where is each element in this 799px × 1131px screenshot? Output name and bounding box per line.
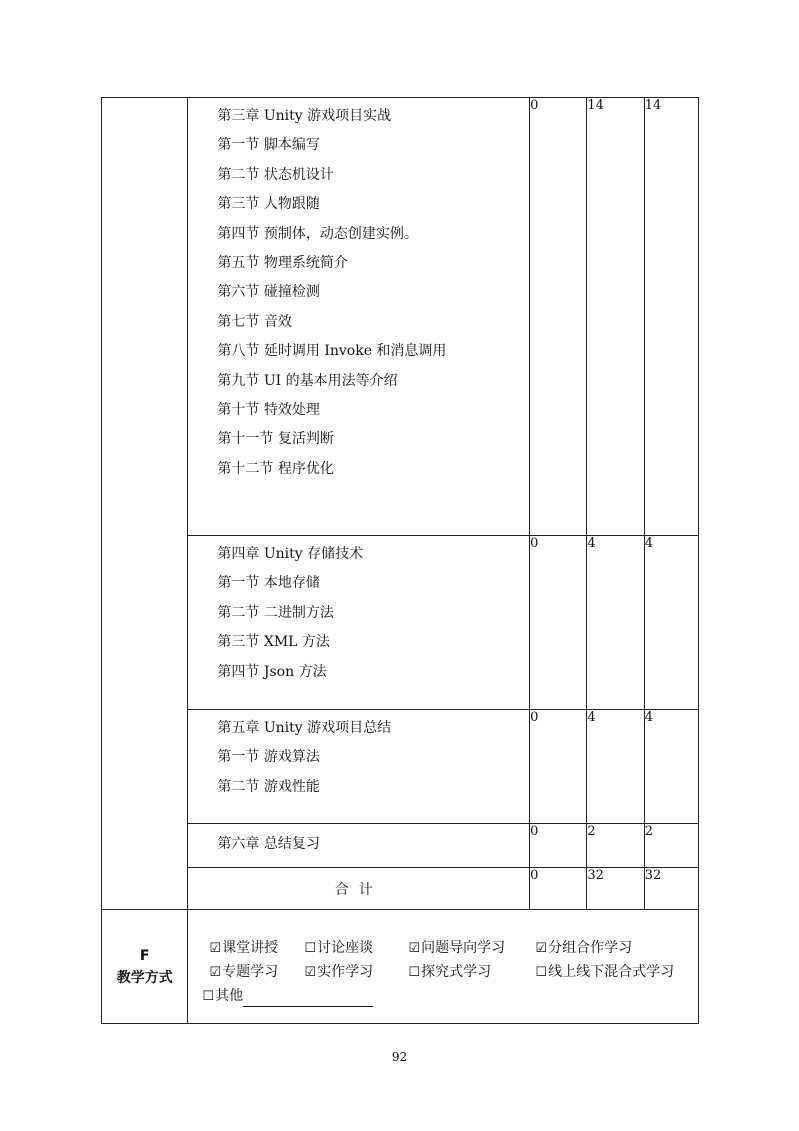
option-item[interactable] [209, 938, 278, 959]
option-label: 专题学习 [222, 964, 279, 980]
option-label: 线上线下混合式学习 [548, 964, 675, 980]
section-item: 第二节 状态机设计 [217, 166, 334, 183]
option-label: 讨论座谈 [317, 940, 374, 956]
checked-checkbox-icon[interactable]: ☑ [304, 965, 317, 980]
chapter-title: 第四章 Unity 存储技术 [217, 546, 364, 562]
checked-checkbox-icon[interactable]: ☑ [408, 941, 421, 956]
hours-c: 14 [644, 98, 698, 536]
option-label: 实作学习 [317, 964, 374, 980]
section-item: 第三节 XML 方法 [217, 634, 330, 651]
option-item[interactable] [408, 962, 491, 983]
teaching-methods-row [102, 910, 699, 1024]
chapter-row-5 [102, 710, 699, 824]
hours-c: 4 [644, 536, 698, 710]
option-item[interactable] [304, 938, 373, 959]
option-label: 问题导向学习 [421, 940, 506, 956]
checked-checkbox-icon[interactable]: ☑ [535, 941, 548, 956]
chapter-content [188, 98, 530, 536]
unchecked-checkbox-icon[interactable]: ☐ [535, 965, 548, 980]
total-c: 32 [644, 868, 698, 910]
section-item: 第一节 本地存储 [217, 575, 320, 592]
option-item[interactable] [304, 962, 373, 983]
hours-b: 4 [587, 710, 644, 824]
other-blank-line [243, 991, 373, 1007]
curriculum-table [101, 97, 699, 1024]
chapter-title: 第五章 Unity 游戏项目总结 [217, 720, 392, 736]
hours-a: 0 [530, 536, 587, 710]
chapter-content [188, 536, 530, 710]
section-item: 第一节 游戏算法 [217, 749, 320, 766]
hours-c: 2 [644, 824, 698, 868]
total-label: 合计 [188, 868, 530, 910]
unchecked-checkbox-icon[interactable]: ☐ [304, 941, 317, 956]
section-item: 第五节 物理系统简介 [217, 254, 348, 271]
hours-b: 2 [587, 824, 644, 868]
section-title: 教学方式 [116, 969, 173, 986]
section-item: 第八节 延时调用 Invoke 和消息调用 [217, 343, 447, 360]
section-item: 第一节 脚本编写 [217, 137, 320, 154]
chapter-title: 第三章 Unity 游戏项目实战 [217, 108, 392, 124]
hours-a: 0 [530, 98, 587, 536]
hours-a: 0 [530, 824, 587, 868]
section-item: 第四节 预制体，动态创建实例。 [217, 225, 418, 242]
methods-row-1 [202, 938, 698, 962]
chapter-content [188, 710, 530, 824]
option-item[interactable] [209, 962, 278, 983]
option-label: 其他 [215, 988, 244, 1004]
option-item[interactable] [535, 962, 674, 983]
option-item[interactable] [535, 938, 632, 959]
checked-checkbox-icon[interactable]: ☑ [209, 941, 222, 956]
unchecked-checkbox-icon[interactable]: ☐ [408, 965, 421, 980]
section-item: 第四节 Json 方法 [217, 663, 327, 680]
option-other[interactable] [202, 986, 373, 1007]
total-b: 32 [587, 868, 644, 910]
teaching-methods-label [102, 910, 188, 1024]
total-row [102, 868, 699, 910]
section-item: 第十一节 复活判断 [217, 431, 334, 448]
chapter-title: 第六章 总结复习 [217, 836, 320, 852]
section-item: 第六节 碰撞检测 [217, 284, 320, 301]
section-item: 第二节 二进制方法 [217, 604, 334, 621]
page-number: 92 [391, 1050, 408, 1064]
checked-checkbox-icon[interactable]: ☑ [209, 965, 222, 980]
chapter-row-3 [102, 98, 699, 536]
option-label: 分组合作学习 [548, 940, 633, 956]
section-item: 第九节 UI 的基本用法等介绍 [217, 372, 398, 389]
methods-row-3 [202, 986, 698, 1010]
total-a: 0 [530, 868, 587, 910]
section-item: 第三节 人物跟随 [217, 196, 320, 213]
hours-b: 4 [587, 536, 644, 710]
methods-row-2 [202, 962, 698, 986]
option-item[interactable] [408, 938, 505, 959]
hours-c: 4 [644, 710, 698, 824]
chapter-row-4 [102, 536, 699, 710]
hours-a: 0 [530, 710, 587, 824]
hours-b: 14 [587, 98, 644, 536]
section-item: 第二节 游戏性能 [217, 778, 320, 795]
checkbox-icon[interactable]: ☐ [202, 989, 215, 1004]
option-label: 探究式学习 [421, 964, 492, 980]
teaching-methods-content [188, 910, 699, 1024]
section-item: 第七节 音效 [217, 313, 292, 330]
chapter-row-6 [102, 824, 699, 868]
option-label: 课堂讲授 [222, 940, 279, 956]
section-letter: F [139, 947, 150, 964]
section-item: 第十节 特效处理 [217, 401, 320, 418]
chapter-content [188, 824, 530, 868]
section-item: 第十二节 程序优化 [217, 460, 334, 477]
section-label-cell [102, 98, 188, 910]
